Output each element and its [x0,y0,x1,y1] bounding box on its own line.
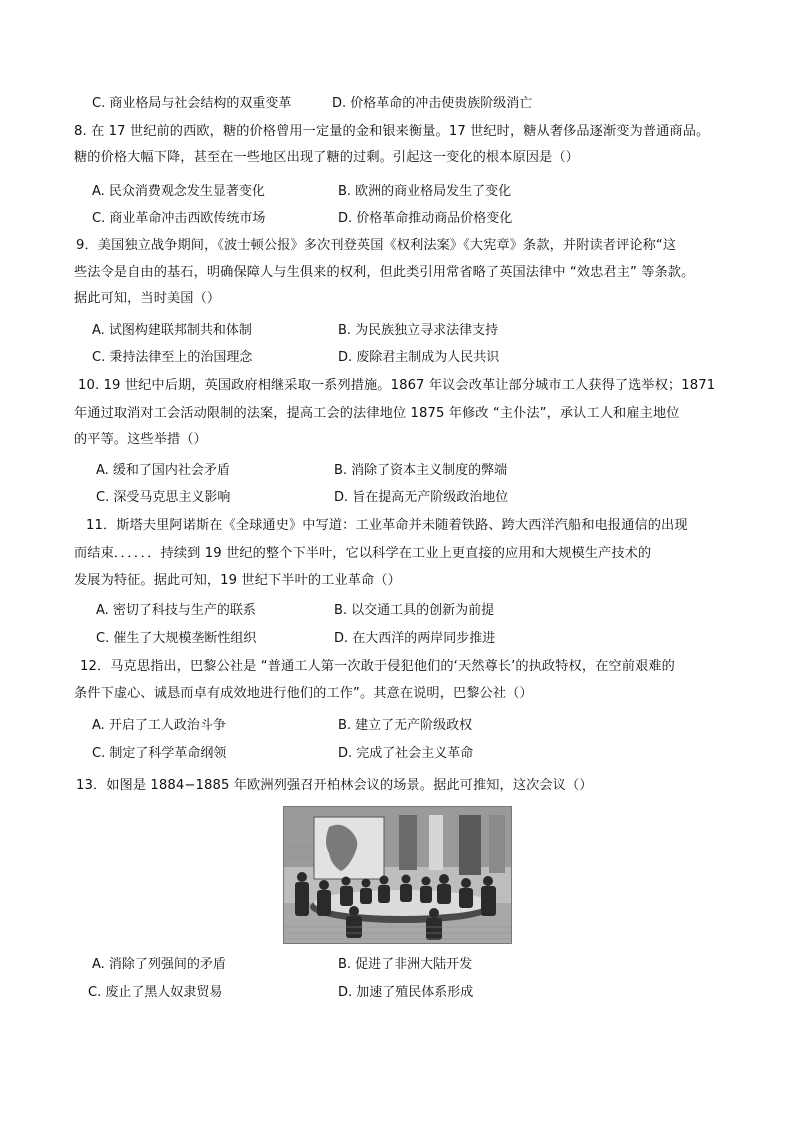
q9-option-c: C. 秉持法律至上的治国理念 [92,350,253,365]
q7-option-d: D. 价格革命的冲击使贵族阶级消亡 [332,96,533,111]
q11-stem-line2: 而结束．．．．．．持续到 19 世纪的整个下半叶，它以科学在工业上更直接的应用和大规模生产技术的 [74,546,652,561]
q11-stem-line1: 11．斯塔夫里阿诺斯在《全球通史》中写道：工业革命并未随着铁路、跨大西洋汽船和电报通信的出现 [86,518,688,533]
berlin-conference-image [283,806,512,944]
q11-option-d: D. 在大西洋的两岸同步推进 [334,631,496,646]
q10-option-b: B. 消除了资本主义制度的弊端 [334,463,508,478]
q13-option-d: D. 加速了殖民体系形成 [338,985,474,1000]
q9-stem-line1: 9．美国独立战争期间，《波士顿公报》多次刊登英国《权利法案》《大宪章》条款，并附读者评论称“这 [76,238,677,253]
q8-stem-line1: 8. 在 17 世纪前的西欧，糖的价格曾用一定量的金和银来衡量。17 世纪时，糖从奢侈品逐渐变为普通商品。 [74,124,710,139]
q13-option-a: A. 消除了列强间的矛盾 [92,957,226,972]
q10-stem-line2: 年通过取消对工会活动限制的法案，提高工会的法律地位 1875 年修改 “主仆法”，承认工人和雇主地位 [74,406,680,421]
q13-option-b: B. 促进了非洲大陆开发 [338,957,473,972]
q7-option-c: C. 商业格局与社会结构的双重变革 [92,96,292,111]
engraving-illustration [284,807,512,944]
q8-option-c: C. 商业革命冲击西欧传统市场 [92,211,266,226]
q9-stem-line3: 据此可知，当时美国（） [74,291,221,306]
q12-option-b: B. 建立了无产阶级政权 [338,718,473,733]
q8-option-a: A. 民众消费观念发生显著变化 [92,184,265,199]
q8-stem-line2: 糖的价格大幅下降，甚至在一些地区出现了糖的过剩。引起这一变化的根本原因是（） [74,150,579,165]
q10-option-a: A. 缓和了国内社会矛盾 [96,463,230,478]
q13-stem-line1: 13．如图是 1884−1885 年欧洲列强召开柏林会议的场景。据此可推知，这次会议（） [76,778,593,793]
q9-stem-line2: 些法令是自由的基石，明确保障人与生俱来的权利，但此类引用常省略了英国法律中 “效忠君主” 等条款。 [74,265,695,280]
q11-option-c: C. 催生了大规模垄断性组织 [96,631,257,646]
q12-option-d: D. 完成了社会主义革命 [338,746,474,761]
q12-stem-line1: 12．马克思指出，巴黎公社是 “普通工人第一次敢于侵犯他们的‘天然尊长’的执政特权，在空前艰难的 [80,659,675,674]
q9-option-d: D. 废除君主制成为人民共识 [338,350,500,365]
q11-option-a: A. 密切了科技与生产的联系 [96,603,256,618]
q9-option-a: A. 试图构建联邦制共和体制 [92,323,252,338]
q12-stem-line2: 条件下虚心、诚恳而卓有成效地进行他们的工作”。其意在说明，巴黎公社（） [74,686,533,701]
q11-stem-line3: 发展为特征。据此可知，19 世纪下半叶的工业革命（） [74,573,401,588]
q11-option-b: B. 以交通工具的创新为前提 [334,603,495,618]
q8-option-b: B. 欧洲的商业格局发生了变化 [338,184,512,199]
q10-stem-line3: 的平等。这些举措（） [74,432,207,447]
q12-option-c: C. 制定了科学革命纲领 [92,746,227,761]
q8-option-d: D. 价格革命推动商品价格变化 [338,211,513,226]
q10-stem-line1: 10. 19 世纪中后期，英国政府相继采取一系列措施。1867 年议会改革让部分城市工人获得了选举权；1871 [78,378,716,393]
q10-option-d: D. 旨在提高无产阶级政治地位 [334,490,509,505]
q9-option-b: B. 为民族独立寻求法律支持 [338,323,499,338]
q13-option-c: C. 废止了黑人奴隶贸易 [88,985,223,1000]
q10-option-c: C. 深受马克思主义影响 [96,490,231,505]
q12-option-a: A. 开启了工人政治斗争 [92,718,226,733]
